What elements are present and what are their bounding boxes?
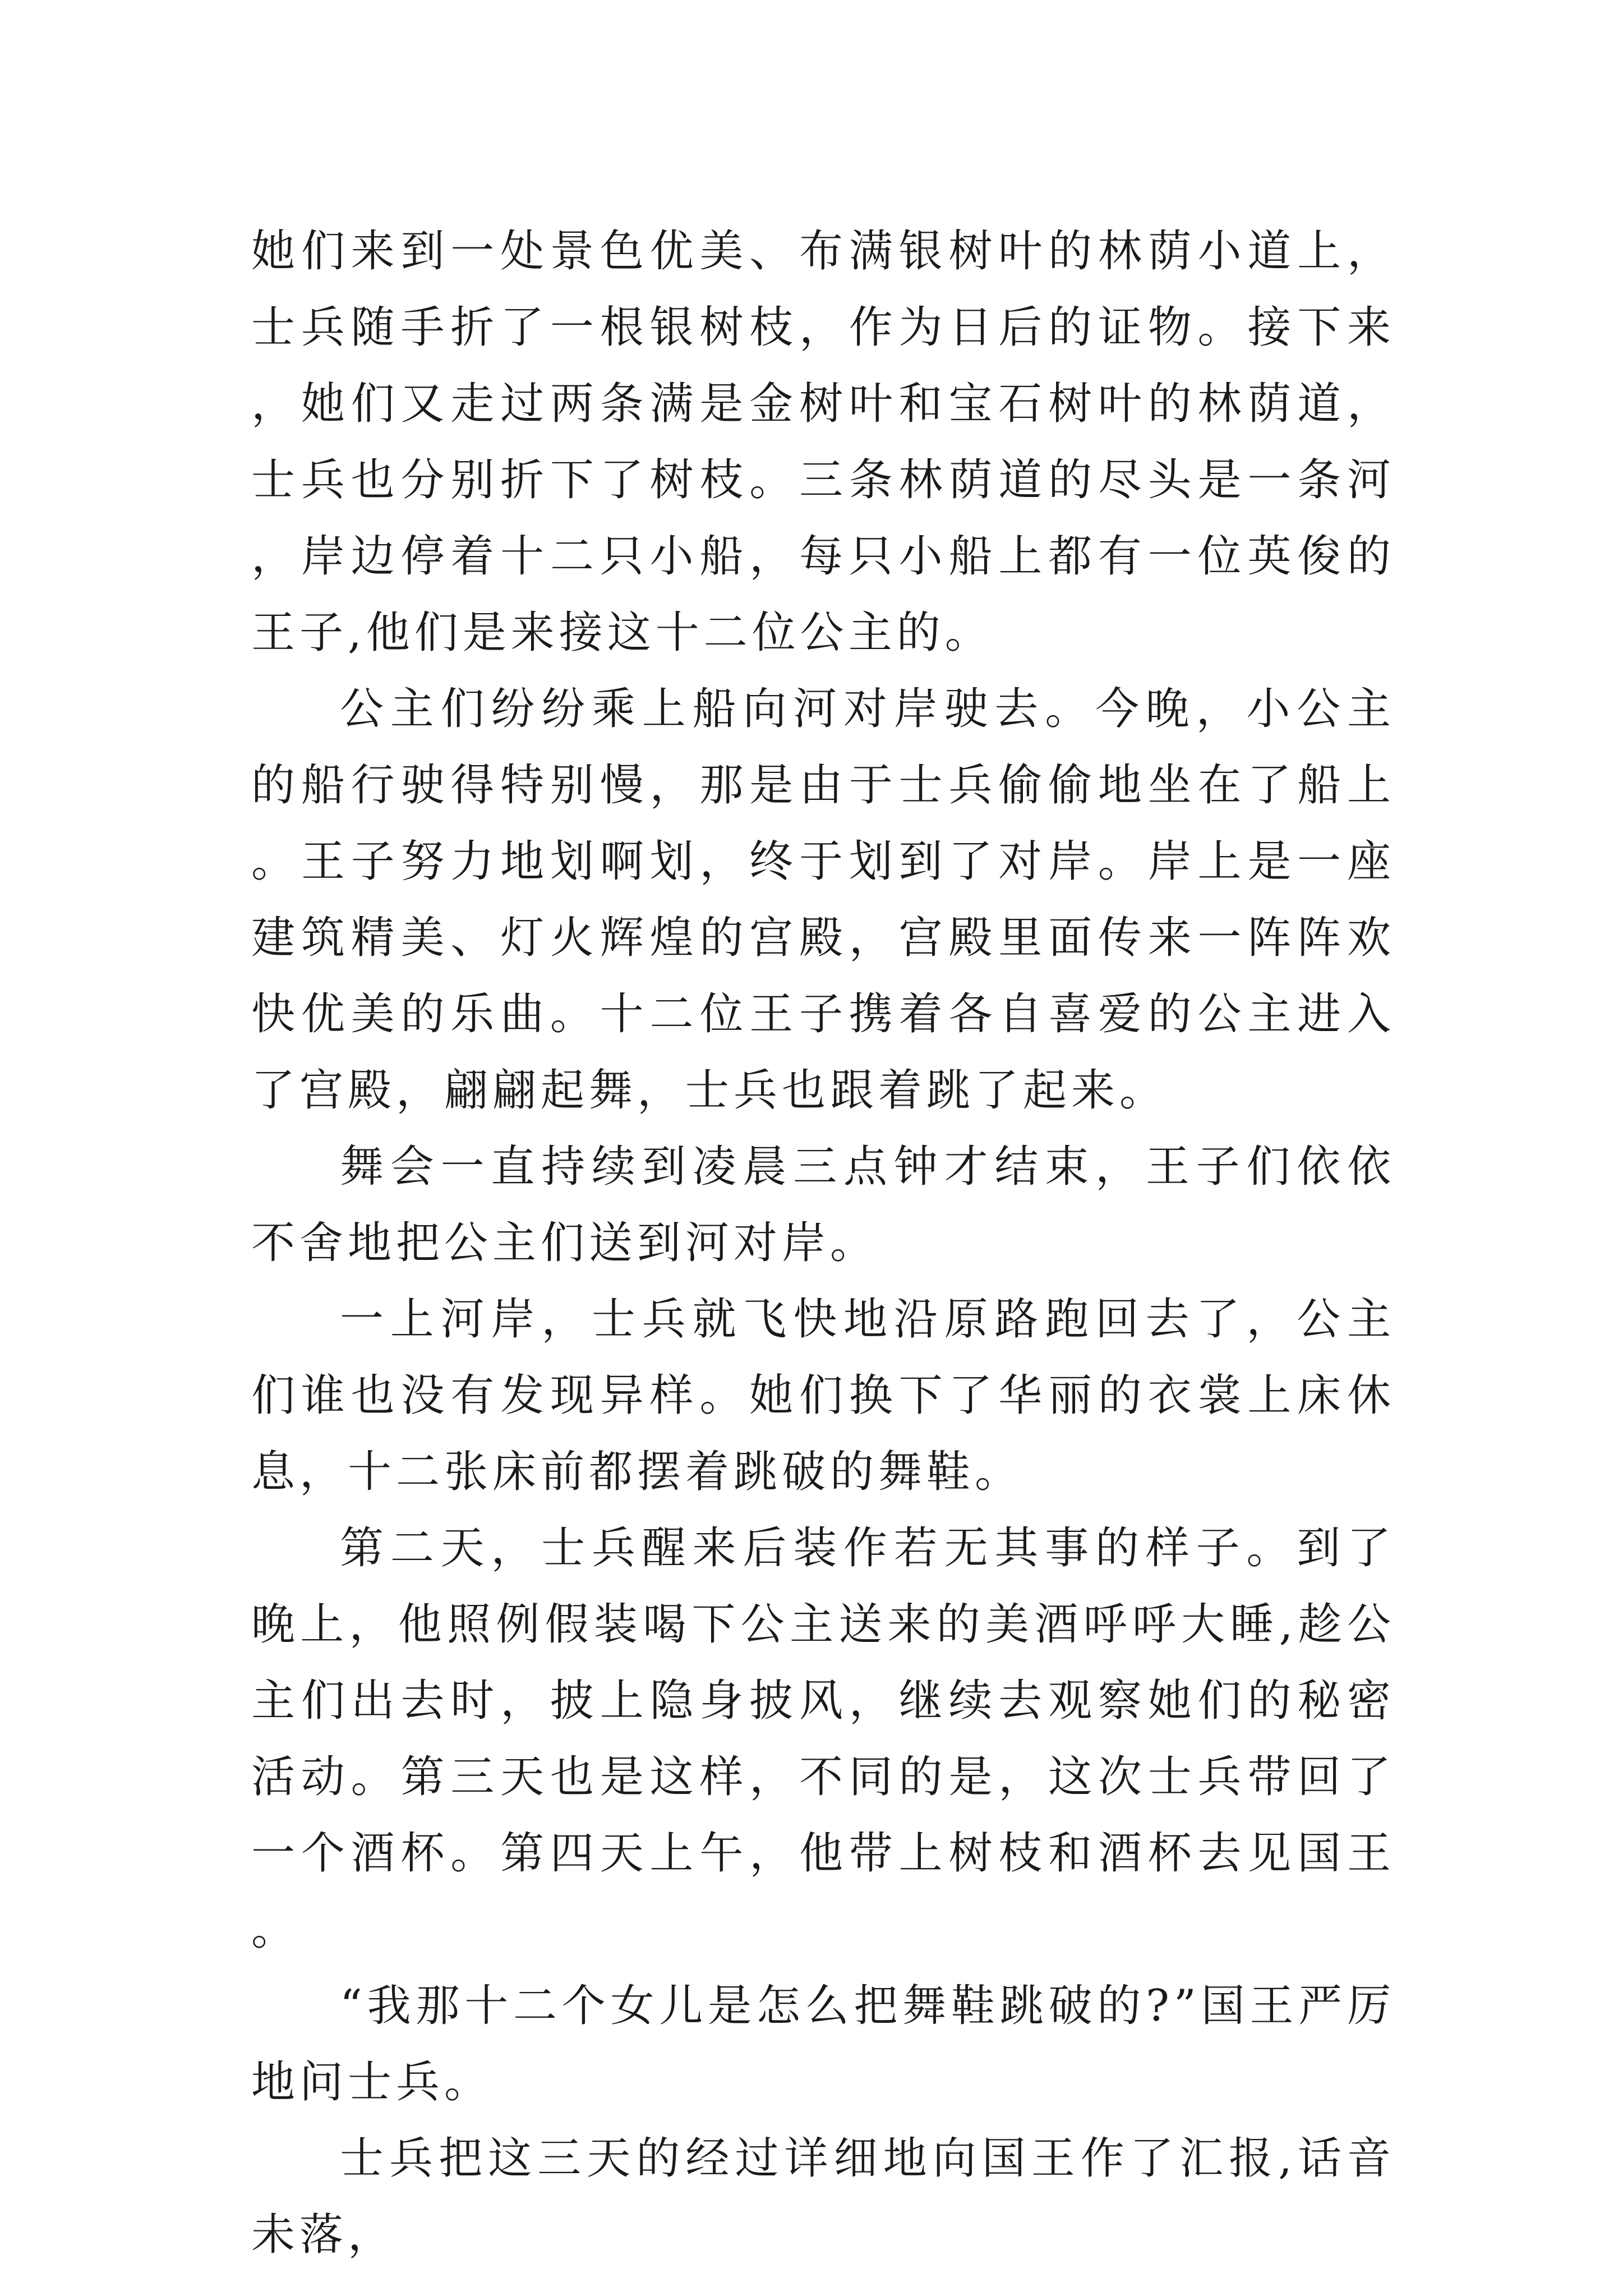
paragraph-1: 她们来到一处景色优美、布满银树叶的林荫小道上，士兵随手折了一根银树枝，作为日后的证物。接下来，她们又走过两条满是金树叶和宝石树叶的林荫道，士兵也分别折下了树枝。三条林荫道的尽头是一条河，岸边停着十二只小船，每只小船上都有一位英俊的王子,他们是来接这十二位公主的。 <box>251 226 1395 658</box>
paragraph-2: 公主们纷纷乘上船向河对岸驶去。今晚，小公主的船行驶得特别慢，那是由于士兵偷偷地坐在了船上。王子努力地划啊划，终于划到了对岸。岸上是一座建筑精美、灯火辉煌的宫殿，宫殿里面传来一阵阵欢快优美的乐曲。十二位王子携着各自喜爱的公主进入了宫殿，翩翩起舞，士兵也跟着跳了起来。 <box>251 684 1395 1116</box>
paragraph-3: 舞会一直持续到凌晨三点钟才结束，王子们依依不舍地把公主们送到河对岸。 <box>251 1142 1395 1268</box>
paragraph-5: 第二天，士兵醒来后装作若无其事的样子。到了晚上，他照例假装喝下公主送来的美酒呼呼大睡,趁公主们出去时，披上隐身披风，继续去观察她们的秘密活动。第三天也是这样，不同的是，这次士兵带回了一个酒杯。第四天上午，他带上树枝和酒杯去见国王。 <box>251 1523 1395 1955</box>
paragraph-6: “我那十二个女儿是怎么把舞鞋跳破的?”国王严厉地问士兵。 <box>251 1981 1395 2108</box>
paragraph-4: 一上河岸，士兵就飞快地沿原路跑回去了，公主们谁也没有发现异样。她们换下了华丽的衣裳上床休息，十二张床前都摆着跳破的舞鞋。 <box>251 1294 1395 1497</box>
document-body <box>251 213 1395 2273</box>
paragraph-7: 士兵把这三天的经过详细地向国王作了汇报,话音未落， <box>251 2133 1395 2260</box>
